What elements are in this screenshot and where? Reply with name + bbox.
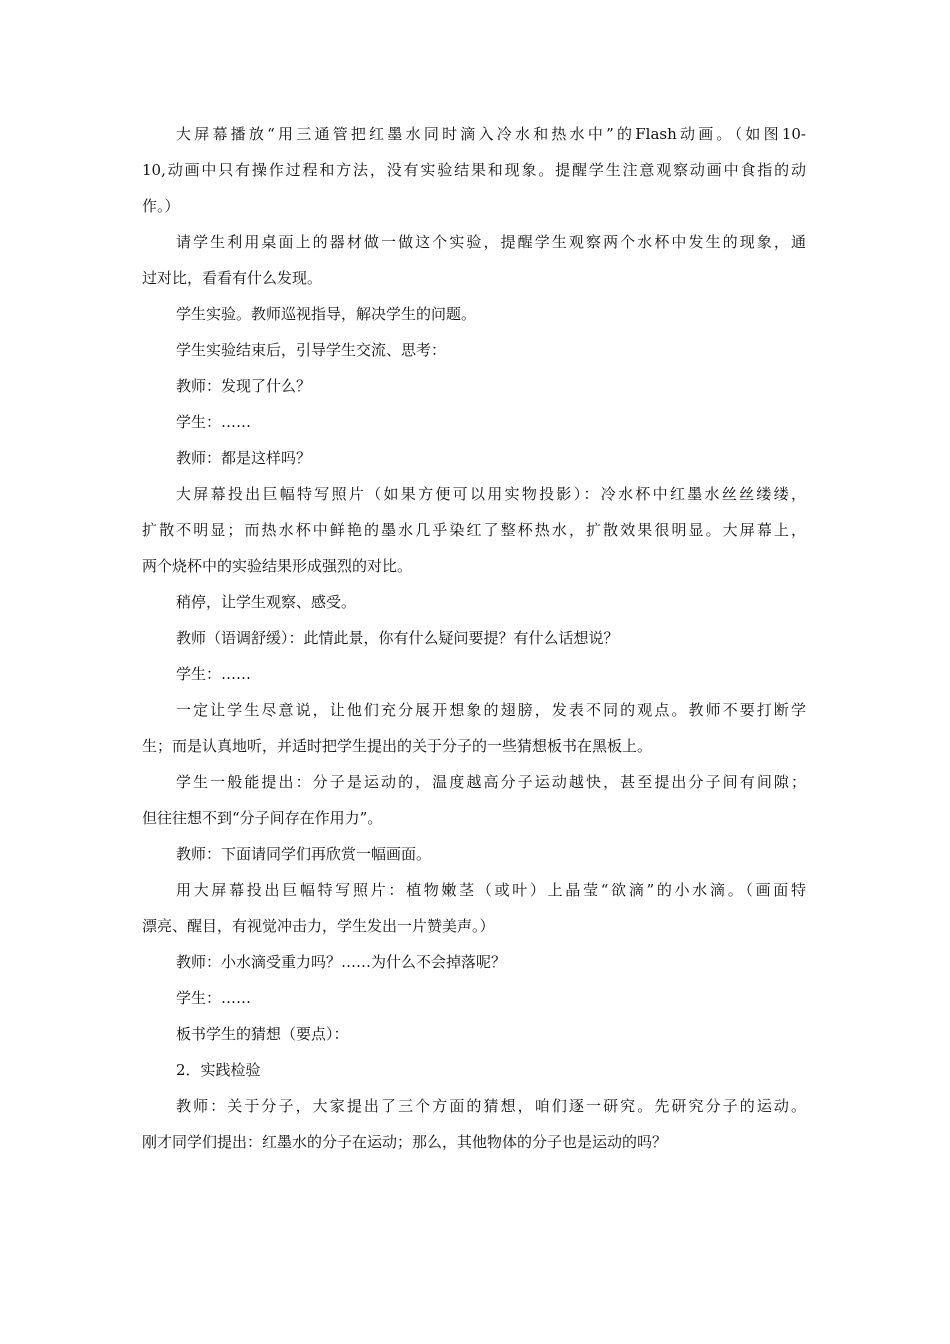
- paragraph: [142, 692, 806, 764]
- text-line: 过对比，看看有什么发现。: [142, 269, 323, 287]
- text-line: 扩散不明显；而热水杯中鲜艳的墨水几乎染红了整杯热水，扩散效果很明显。大屏幕上，: [142, 521, 806, 539]
- paragraph: [142, 620, 806, 656]
- text-line: 大屏幕投出巨幅特写照片（如果方便可以用实物投影）：冷水杯中红墨水丝丝缕缕，: [176, 485, 806, 503]
- paragraph: [142, 584, 806, 620]
- paragraph: [142, 116, 806, 224]
- paragraph: [142, 944, 806, 980]
- text-line: 请学生利用桌面上的器材做一做这个实验，提醒学生观察两个水杯中发生的现象，通: [176, 233, 806, 251]
- text-line: 稍停，让学生观察、感受。: [176, 593, 357, 611]
- text-line: 教师：都是这样吗？: [176, 449, 312, 467]
- paragraph: [142, 1052, 806, 1088]
- text-line: 教师（语调舒缓）：此情此景，你有什么疑问要提？有什么话想说？: [176, 629, 619, 647]
- paragraph: [142, 1088, 806, 1160]
- paragraph: [142, 476, 806, 584]
- text-line: 学生实验结束后，引导学生交流、思考：: [176, 341, 447, 359]
- text-line: 用大屏幕投出巨幅特写照片：植物嫩茎（或叶）上晶莹“欲滴”的小水滴。（画面特: [176, 881, 806, 899]
- text-line: 两个烧杯中的实验结果形成强烈的对比。: [142, 557, 413, 575]
- paragraph: [142, 224, 806, 296]
- paragraph: [142, 440, 806, 476]
- text-line: 学生：……: [176, 665, 252, 683]
- text-line: 学生：……: [176, 413, 252, 431]
- text-line: 但往往想不到“分子间存在作用力”。: [142, 809, 383, 827]
- text-line: 一定让学生尽意说，让他们充分展开想象的翅膀，发表不同的观点。教师不要打断学: [176, 701, 806, 719]
- paragraph: [142, 980, 806, 1016]
- paragraph: [142, 296, 806, 332]
- paragraph: [142, 332, 806, 368]
- text-line: 教师：小水滴受重力吗？……为什么不会掉落呢？: [176, 953, 507, 971]
- text-line: 10,动画中只有操作过程和方法，没有实验结果和现象。提醒学生注意观察动画中食指的动: [142, 161, 806, 179]
- paragraph: [142, 404, 806, 440]
- text-line: 刚才同学们提出：红墨水的分子在运动；那么，其他物体的分子也是运动的吗？: [142, 1133, 668, 1151]
- text-line: 教师：发现了什么？: [176, 377, 312, 395]
- text-line: 生；而是认真地听，并适时把学生提出的关于分子的一些猜想板书在黑板上。: [142, 737, 653, 755]
- text-line: 板书学生的猜想（要点）：: [176, 1025, 349, 1043]
- text-line: 教师：关于分子，大家提出了三个方面的猜想，咱们逐一研究。先研究分子的运动。: [176, 1097, 806, 1115]
- paragraph: [142, 1016, 806, 1052]
- text-line: 大屏幕播放“用三通管把红墨水同时滴入冷水和热水中”的Flash动画。（如图10-: [176, 125, 806, 143]
- paragraph: [142, 836, 806, 872]
- text-line: 漂亮、醒目，有视觉冲击力，学生发出一片赞美声。）: [142, 917, 495, 935]
- paragraph: [142, 656, 806, 692]
- text-line: 教师：下面请同学们再欣赏一幅画面。: [176, 845, 432, 863]
- paragraph: [142, 368, 806, 404]
- text-line: 2．实践检验: [176, 1061, 261, 1079]
- text-line: 学生实验。教师巡视指导，解决学生的问题。: [176, 305, 477, 323]
- paragraph: [142, 764, 806, 836]
- text-line: 学生：……: [176, 989, 252, 1007]
- paragraph: [142, 872, 806, 944]
- text-line: 学生一般能提出：分子是运动的，温度越高分子运动越快，甚至提出分子间有间隙；: [176, 773, 806, 791]
- text-line: 作。）: [142, 197, 180, 215]
